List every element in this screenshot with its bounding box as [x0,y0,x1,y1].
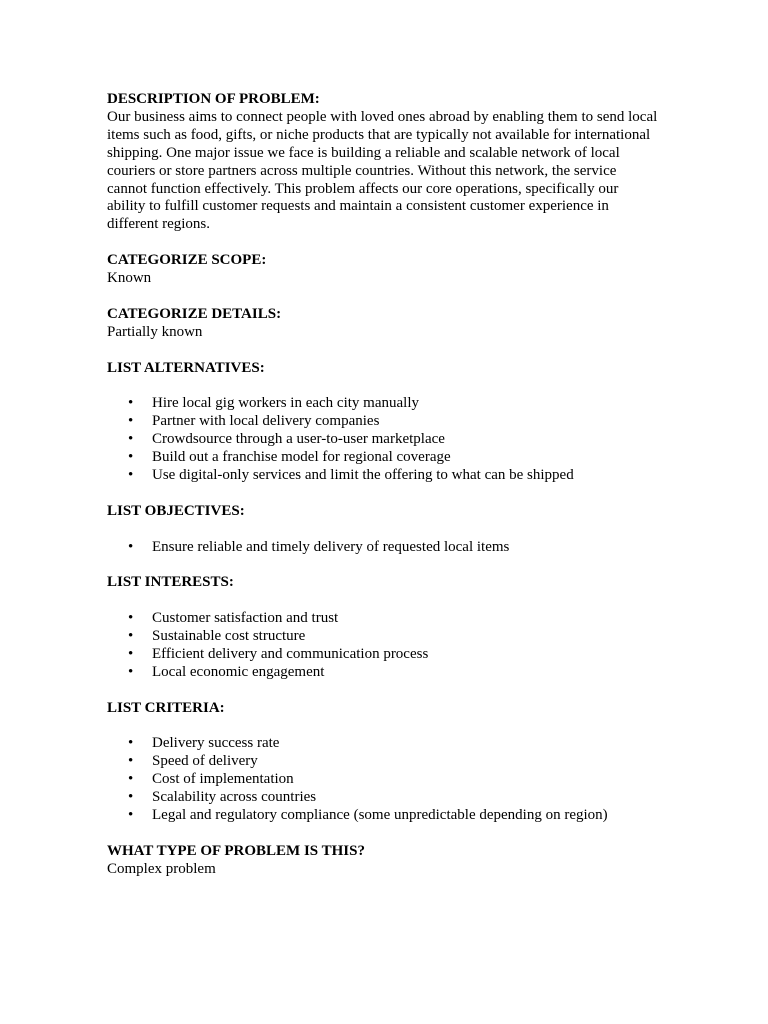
list-item-text: Customer satisfaction and trust [152,610,339,627]
list-item-text: Cost of implementation [152,771,294,788]
list-item [107,395,663,413]
list-item [107,735,663,753]
spacer [107,234,663,252]
list-item [107,664,663,682]
spacer [107,556,663,574]
description-paragraph [107,109,663,234]
list-item-text: Legal and regulatory compliance (some unpredictable depending on region) [152,807,608,824]
list-item [107,807,663,825]
objectives-list [107,539,663,557]
description-line: cannot function effectively. This problem affects our core operations, specifically our [107,180,619,197]
list-item-text: Crowdsource through a user-to-user marketplace [152,431,445,448]
criteria-heading: LIST CRITERIA: [107,699,225,716]
interests-heading: LIST INTERESTS: [107,574,234,591]
spacer [107,718,663,736]
list-item [107,771,663,789]
list-item-text: Partner with local delivery companies [152,413,380,430]
list-item [107,628,663,646]
list-item-text: Build out a franchise model for regional coverage [152,449,451,466]
spacer [107,592,663,610]
list-item [107,449,663,467]
description-heading: DESCRIPTION OF PROBLEM: [107,91,320,107]
list-item-text: Use digital-only services and limit the offering to what can be shipped [152,466,574,483]
bullet-icon: • [128,735,134,752]
description-line: shipping. One major issue we face is building a reliable and scalable network of local [107,144,620,161]
spacer [107,485,663,503]
list-item-text: Local economic engagement [152,663,325,680]
bullet-icon: • [128,753,134,770]
list-item-text: Speed of delivery [152,753,258,770]
description-line: different regions. [107,216,211,233]
bullet-icon: • [128,538,134,555]
list-item-text: Delivery success rate [152,735,280,752]
alternatives-list [107,395,663,485]
description-line: ability to fulfill customer requests and maintain a consistent customer experience in [107,198,609,215]
list-item [107,431,663,449]
problem-type-value: Complex problem [107,860,216,877]
spacer [107,682,663,700]
problem-type-heading: WHAT TYPE OF PROBLEM IS THIS? [107,842,365,859]
details-heading: CATEGORIZE DETAILS: [107,305,282,322]
bullet-icon: • [128,449,134,466]
spacer [107,521,663,539]
list-item-text: Ensure reliable and timely delivery of requested local items [152,538,510,555]
criteria-list [107,735,663,825]
list-item [107,413,663,431]
bullet-icon: • [128,431,134,448]
list-item-text: Sustainable cost structure [152,628,306,645]
list-item-text: Scalability across countries [152,789,317,806]
document-page [107,91,663,879]
objectives-heading: LIST OBJECTIVES: [107,502,245,519]
bullet-icon: • [128,663,134,680]
scope-value: Known [107,270,152,287]
spacer [107,288,663,306]
bullet-icon: • [128,466,134,483]
description-line: Our business aims to connect people with loved ones abroad by enabling them to send local [107,108,658,125]
bullet-icon: • [128,628,134,645]
details-value: Partially known [107,323,203,340]
list-item [107,539,663,557]
scope-heading: CATEGORIZE SCOPE: [107,252,267,269]
list-item [107,610,663,628]
list-item [107,646,663,664]
bullet-icon: • [128,645,134,662]
list-item [107,789,663,807]
spacer [107,377,663,395]
bullet-icon: • [128,789,134,806]
list-item [107,467,663,485]
description-line: couriers or store partners across multiple countries. Without this network, the service [107,162,617,179]
list-item-text: Hire local gig workers in each city manually [152,395,419,412]
alternatives-heading: LIST ALTERNATIVES: [107,359,265,376]
bullet-icon: • [128,610,134,627]
bullet-icon: • [128,395,134,412]
bullet-icon: • [128,771,134,788]
interests-list [107,610,663,682]
bullet-icon: • [128,413,134,430]
description-line: items such as food, gifts, or niche products that are typically not available for international [107,126,651,143]
spacer [107,825,663,843]
bullet-icon: • [128,807,134,824]
list-item-text: Efficient delivery and communication process [152,645,429,662]
spacer [107,342,663,360]
list-item [107,753,663,771]
